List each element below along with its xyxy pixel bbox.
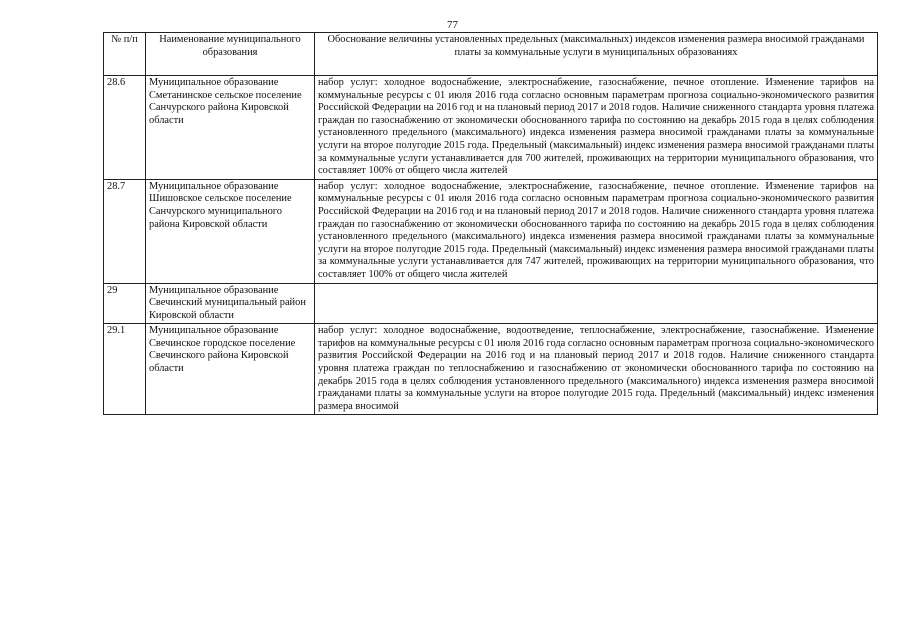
table-row-section <box>104 283 878 324</box>
row-num: 29 <box>104 283 146 324</box>
header-name: Наименование муниципального образования <box>146 33 315 76</box>
page-number: 77 <box>447 19 458 31</box>
row-municipality-name: Муниципальное образование Свечинский муниципальный район Кировской области <box>146 283 315 324</box>
row-municipality-name: Муниципальное образование Свечинское городское поселение Свечинского района Кировской области <box>146 324 315 415</box>
row-num: 28.6 <box>104 76 146 180</box>
table-row <box>104 179 878 283</box>
row-basis-text <box>315 283 878 324</box>
header-num: № п/п <box>104 33 146 76</box>
row-basis-text: набор услуг: холодное водоснабжение, электроснабжение, газоснабжение, печное отопление. Изменение тарифов на коммунальные ресурсы с 01 июля 2016 года согласно основным параметрам прогноза социально-экономического развития Российской Федерации на 2016 год и на плановый период 2017 и 2018 годов. Наличие сниженного стандарта уровня платежа граждан по газоснабжению от экономически обоснованного тарифа по состоянию на декабрь 2015 года в целях соблюдения установленного предельного (максимального) индекса изменения размера вносимой гражданами платы за коммунальные услуги на второе полугодие 2015 года. Предельный (максимальный) индекс изменения размера вносимой гражданами платы за коммунальные услуги устанавливается для 700 жителей, проживающих на территории муниципального образования, что составляет 100% от общего числа жителей <box>315 76 878 180</box>
table-row <box>104 76 878 180</box>
row-num: 29.1 <box>104 324 146 415</box>
tariff-index-table <box>103 32 878 415</box>
table-row <box>104 324 878 415</box>
table-header-row <box>104 33 878 76</box>
row-num: 28.7 <box>104 179 146 283</box>
row-basis-text: набор услуг: холодное водоснабжение, электроснабжение, газоснабжение, печное отопление. Изменение тарифов на коммунальные ресурсы с 01 июля 2016 года согласно основным параметрам прогноза социально-экономического развития Российской Федерации на 2016 год и на плановый период 2017 и 2018 годов. Наличие сниженного стандарта уровня платежа граждан по газоснабжению от экономически обоснованного тарифа по состоянию на декабрь 2015 года в целях соблюдения установленного предельного (максимального) индекса изменения размера вносимой гражданами платы за коммунальные услуги на второе полугодие 2015 года. Предельный (максимальный) индекс изменения размера вносимой гражданами платы за коммунальные услуги устанавливается для 747 жителей, проживающих на территории муниципального образования, что составляет 100% от общего числа жителей <box>315 179 878 283</box>
row-basis-text: набор услуг: холодное водоснабжение, водоотведение, теплоснабжение, электроснабжение, газоснабжение. Изменение тарифов на коммунальные ресурсы с 01 июля 2016 года согласно основным параметрам прогноза социально-экономического развития Российской Федерации на 2016 год и на плановый период 2017 и 2018 годов. Наличие сниженного стандарта уровня платежа граждан по теплоснабжению и газоснабжению от экономически обоснованного тарифа по состоянию на декабрь 2015 года в целях соблюдения установленного предельного (максимального) индекса изменения размера вносимой гражданами платы за коммунальные услуги на второе полугодие 2015 года. Предельный (максимальный) индекс изменения размера вносимой <box>315 324 878 415</box>
row-municipality-name: Муниципальное образование Сметанинское сельское поселение Санчурского района Кировской области <box>146 76 315 180</box>
row-municipality-name: Муниципальное образование Шишовское сельское поселение Санчурского муниципального района Кировской области <box>146 179 315 283</box>
header-basis: Обоснование величины установленных предельных (максимальных) индексов изменения размера вносимой гражданами платы за коммунальные услуги в муниципальных образованиях <box>315 33 878 76</box>
